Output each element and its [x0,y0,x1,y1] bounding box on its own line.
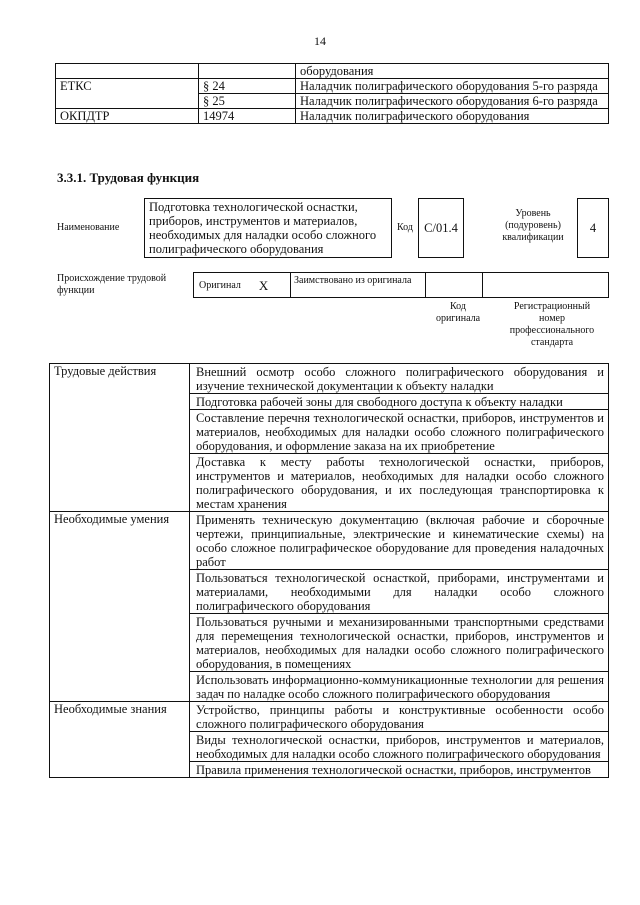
table-cell [56,94,199,109]
table-cell: Наладчик полиграфического оборудования 6-го разряда [296,94,609,109]
function-details-table [49,363,609,778]
function-code-value: C/01.4 [418,198,464,258]
origin-row [193,272,609,298]
table-row [50,512,609,570]
name-label: Наименование [57,222,120,233]
item-cell: Составление перечня технологической оснастки, приборов, инструментов и материалов, необходимых для наладки особо сложного полиграфического оборудования, и оформление заказа на их приобретение [190,410,609,454]
qualification-level-value: 4 [577,198,609,258]
qualification-level-label: Уровень (подуровень) квалификации [502,208,564,243]
item-cell: Виды технологической оснастки, приборов, инструментов и материалов, необходимых для наладки особо сложного полиграфического оборудования [190,732,609,762]
table-row [56,64,609,79]
table-row [56,94,609,109]
original-cell [193,272,291,298]
table-cell: 14974 [199,109,296,124]
table-cell: ЕТКС [56,79,199,94]
borrowed-cell: Заимствовано из оригинала [290,272,426,298]
category-cell: Трудовые действия [50,364,190,512]
table-row [50,702,609,732]
item-cell: Устройство, принципы работы и конструктивные особенности особо сложного полиграфического оборудования [190,702,609,732]
table-cell: Наладчик полиграфического оборудования 5-го разряда [296,79,609,94]
item-cell: Подготовка рабочей зоны для свободного доступа к объекту наладки [190,394,609,410]
category-cell: Необходимые умения [50,512,190,702]
item-cell: Правила применения технологической оснастки, приборов, инструментов [190,762,609,778]
item-cell: Доставка к месту работы технологической оснастки, приборов, инструментов и материалов, необходимых для наладки особо сложного полиграфического оборудования, и их последующая транспортировка к местам хранения [190,454,609,512]
code-label: Код [397,222,413,233]
table-row [56,79,609,94]
category-cell: Необходимые знания [50,702,190,778]
table-cell: ОКПДТР [56,109,199,124]
classification-table [55,63,609,124]
item-cell: Внешний осмотр особо сложного полиграфического оборудования и изучение технической документации к объекту наладки [190,364,609,394]
item-cell: Использовать информационно-коммуникационные технологии для решения задач по наладке особо сложного полиграфического оборудования [190,672,609,702]
table-row [50,364,609,394]
reg-number-caption: Регистрационный номер профессионального стандарта [509,301,595,348]
item-cell: Применять техническую документацию (включая рабочие и сборочные чертежи, принципиальные, электрические и кинематические схемы) на особо сложное полиграфическое оборудование для проведения наладочных работ [190,512,609,570]
table-row [56,109,609,124]
code-original-caption: Код оригинала [435,301,481,324]
code-original-cell [425,272,483,298]
table-cell [199,64,296,79]
item-cell: Пользоваться технологической оснасткой, приборами, инструментами и материалами, необходимыми для наладки особо сложного полиграфического оборудования [190,570,609,614]
page-number: 14 [314,34,326,48]
table-cell: § 24 [199,79,296,94]
original-mark: X [258,277,269,293]
section-heading: 3.3.1. Трудовая функция [57,170,200,185]
original-label: Оригинал [199,279,241,291]
item-cell: Пользоваться ручными и механизированными транспортными средствами для перемещения технологической оснастки, приборов, инструментов и материалов, необходимых для наладки особо сложного полиграфического оборудования, в помещениях [190,614,609,672]
table-cell: Наладчик полиграфического оборудования [296,109,609,124]
table-cell [56,64,199,79]
origin-label: Происхождение трудовой функции [57,273,167,296]
reg-number-cell [482,272,609,298]
table-cell: оборудования [296,64,609,79]
function-name-value: Подготовка технологической оснастки, приборов, инструментов и материалов, необходимых для наладки особо сложного полиграфического оборудования [144,198,392,258]
table-cell: § 25 [199,94,296,109]
